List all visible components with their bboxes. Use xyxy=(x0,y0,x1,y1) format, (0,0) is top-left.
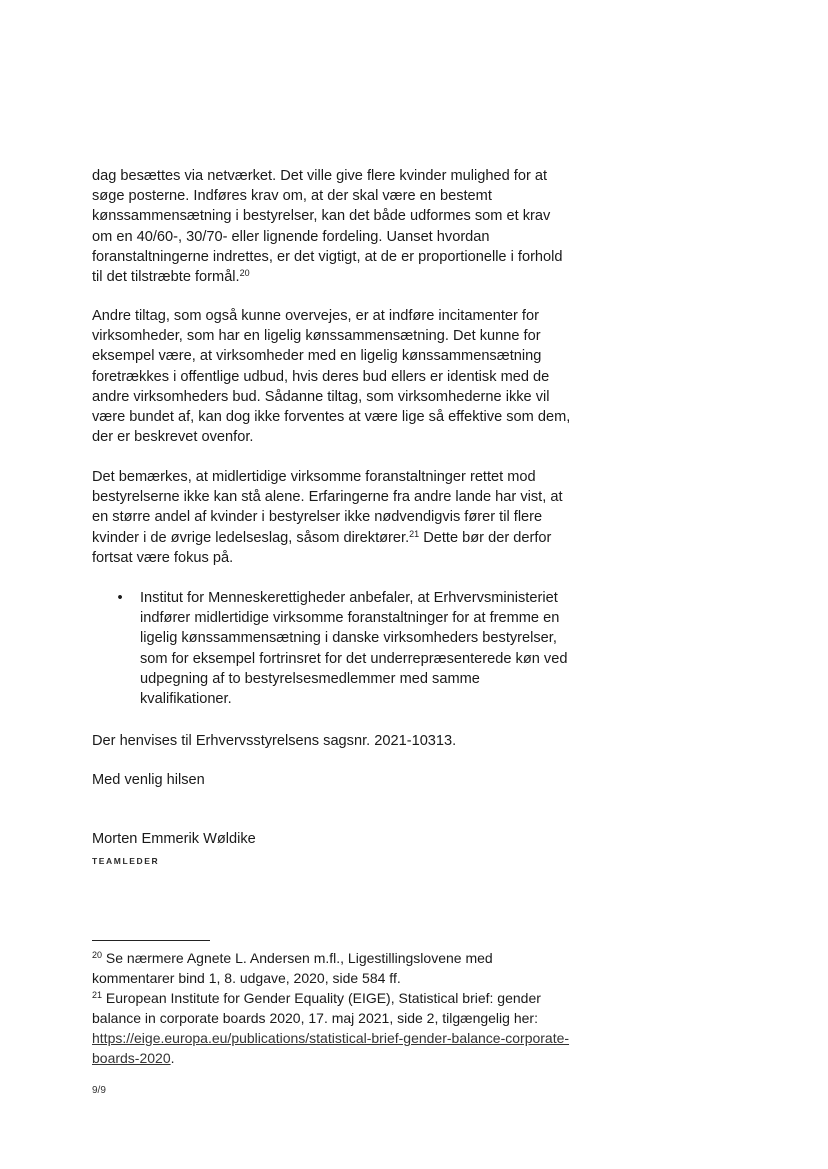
footnote-20 xyxy=(92,948,572,988)
footnote-number: 20 xyxy=(92,950,103,960)
signer-name xyxy=(92,829,572,849)
bullet-icon: • xyxy=(117,590,123,606)
case-reference xyxy=(92,731,572,751)
footnote-text: Se nærmere Agnete L. Andersen m.fl., Ligestillingslovene med kommentarer bind 1, 8. udgave, 2020, side 584 ff. xyxy=(92,950,493,986)
body-paragraph-3 xyxy=(92,467,572,568)
page-number: 9/9 xyxy=(92,1085,106,1096)
footnote-ref-21: 21 xyxy=(409,528,420,539)
recommendation-text: Institut for Menneskerettigheder anbefaler, at Erhvervsministeriet indfører midlertidige virksomme foranstaltninger for at fremme en ligelig kønssammensætning i danske virksomheders bestyrelser, som for eksempel fortrinsret for det underrepræsenterede køn ved udpegning af to bestyrelsesmedlemmer med samme kvalifikationer. xyxy=(140,590,568,708)
paragraph-text-after: Dette bør der derfor fortsat være fokus på. xyxy=(92,529,552,566)
eige-report-link[interactable]: https://eige.europa.eu/publications/statistical-brief-gender-balance-corporate-boards-2020 xyxy=(92,1030,570,1066)
signer-role: TEAMLEDER xyxy=(92,856,160,866)
footnote-21 xyxy=(92,988,572,1068)
footnote-number: 21 xyxy=(92,990,103,1000)
footnotes xyxy=(92,948,572,1068)
paragraph-text: Andre tiltag, som også kunne overvejes, er at indføre incitamenter for virksomheder, som har en ligelig kønssammensætning. Det kunne for eksempel være, at virksomheder med en ligelig kønssammensætning foretrækkes i offentlige udbud, hvis deres bud ellers er identisk med de andre virksomheders bud. Sådanne tiltag, som virksomhederne ikke vil være bundet af, kan dog ikke forventes at være lige så effektive som dem, der er beskrevet ovenfor. xyxy=(92,308,571,446)
case-reference-text: Der henvises til Erhvervsstyrelsens sagsnr. 2021-10313. xyxy=(92,733,457,749)
footnote-divider xyxy=(92,940,210,941)
body-paragraph-1 xyxy=(92,166,572,287)
footnote-text-end: . xyxy=(170,1050,175,1066)
signer-name-text: Morten Emmerik Wøldike xyxy=(92,831,256,847)
body-paragraph-2 xyxy=(92,306,572,447)
paragraph-text: dag besættes via netværket. Det ville give flere kvinder mulighed for at søge posterne. Indføres krav om, at der skal være en bestemt kønssammensætning i bestyrelser, kan det både udformes som et krav om en 40/60-, 30/70- eller lignende fordeling. Uanset hvordan foranstaltningerne indrettes, er det vigtigt, at de er proportionelle i forhold til det tilstræbte formål. xyxy=(92,168,563,286)
footnote-text: European Institute for Gender Equality (EIGE), Statistical brief: gender balance in corporate boards 2020, 17. maj 2021, side 2, tilgængelig her: xyxy=(92,990,541,1026)
closing-greeting-text: Med venlig hilsen xyxy=(92,772,205,788)
closing-greeting xyxy=(92,770,572,790)
footnote-ref-20: 20 xyxy=(239,268,250,279)
paragraph-text-before: Det bemærkes, at midlertidige virksomme foranstaltninger rettet mod bestyrelserne ikke kan stå alene. Erfaringerne fra andre lande har vist, at en større andel af kvinder i bestyrelser ikke nødvendigvis fører til flere kvinder i de øvrige ledelseslag, såsom direktører. xyxy=(92,469,563,546)
